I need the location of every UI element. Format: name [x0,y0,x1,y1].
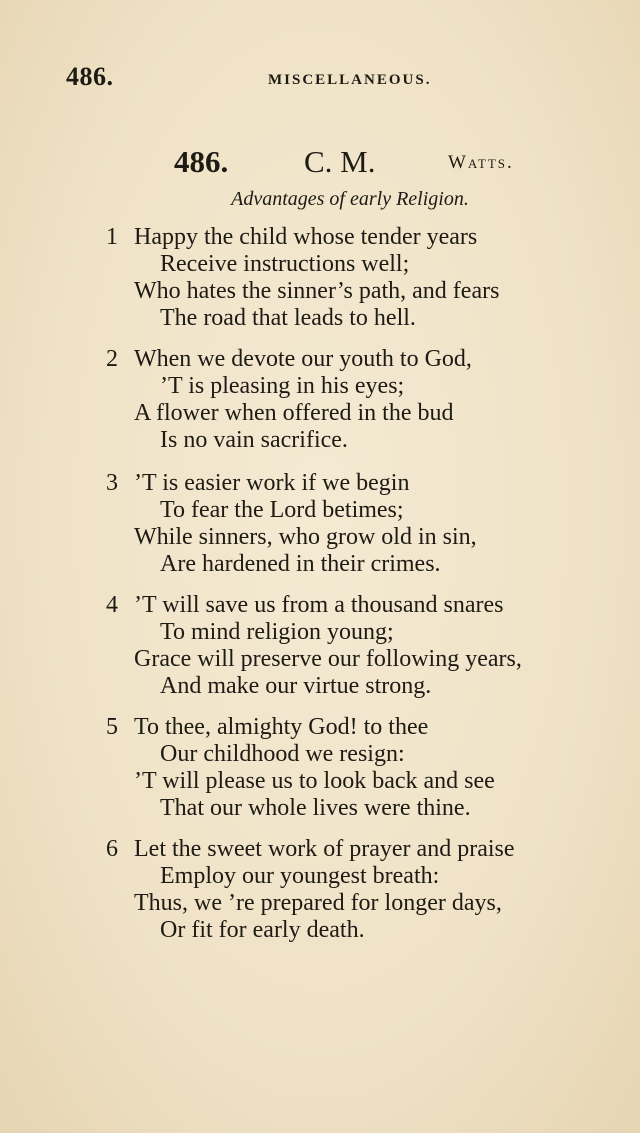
stanza-number: 5 [106,714,118,740]
verse-line: A flower when offered in the bud [134,400,454,426]
hymn-author: Watts. [448,152,514,173]
verse-line: To mind religion young; [160,619,394,645]
verse-line: To thee, almighty God! to thee [134,714,429,740]
hymn-meter: C. M. [304,144,376,179]
verse-line: ’T is pleasing in his eyes; [160,373,405,399]
verse-line: The road that leads to hell. [160,305,416,331]
verse-line: And make our virtue strong. [160,673,432,699]
section-title: MISCELLANEOUS. [268,72,432,88]
verse-line: Thus, we ’re prepared for longer days, [134,890,502,916]
stanza-number: 2 [106,346,118,372]
stanza-number: 3 [106,470,118,496]
verse-line: Receive instructions well; [160,251,410,277]
hymn-subtitle: Advantages of early Religion. [231,188,469,210]
verse-line: Is no vain sacrifice. [160,427,348,453]
verse-line: That our whole lives were thine. [160,795,471,821]
verse-line: Our childhood we resign: [160,741,405,767]
verse-line: When we devote our youth to God, [134,346,472,372]
verse-line: While sinners, who grow old in sin, [134,524,477,550]
stanza-number: 1 [106,224,118,250]
verse-line: Are hardened in their crimes. [160,551,441,577]
hymn-number: 486. [174,144,229,179]
verse-line: Happy the child whose tender years [134,224,478,250]
running-head [0,62,640,96]
verse-line: Let the sweet work of prayer and praise [134,836,515,862]
verse-line: ’T is easier work if we begin [134,470,410,496]
verse-line: ’T will please us to look back and see [134,768,495,794]
verse-line: Grace will preserve our following years, [134,646,522,672]
hymn-header [0,144,640,184]
verse-line: Or fit for early death. [160,917,365,943]
verse-line: To fear the Lord betimes; [160,497,404,523]
verse-line: Who hates the sinner’s path, and fears [134,278,500,304]
page-number: 486. [66,62,114,91]
stanza-number: 4 [106,592,118,618]
verse-line: Employ our youngest breath: [160,863,440,889]
stanza-number: 6 [106,836,118,862]
verse-line: ’T will save us from a thousand snares [134,592,504,618]
